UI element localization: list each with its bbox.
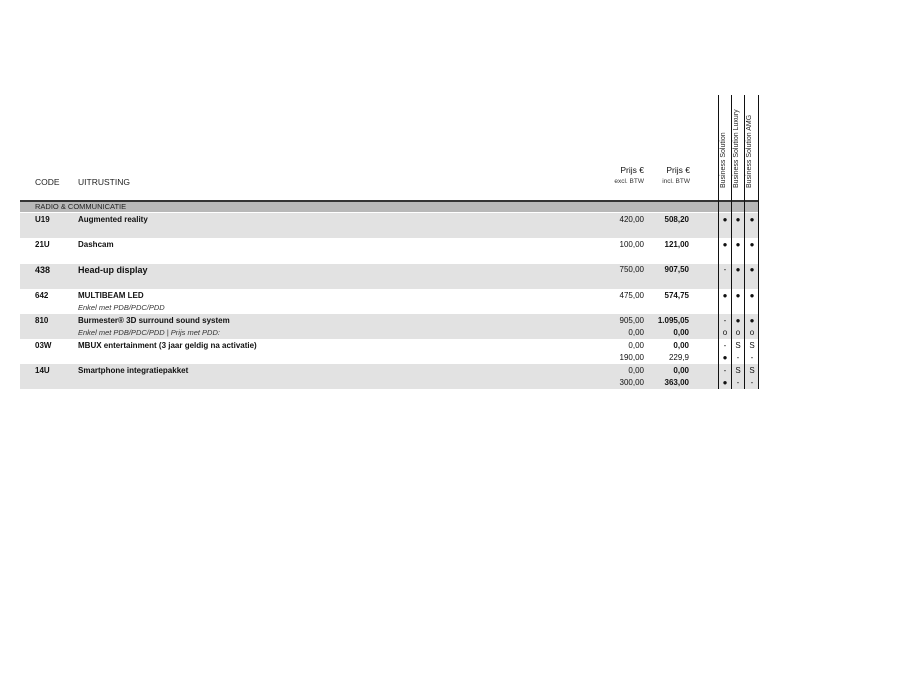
- row-mark: ●: [749, 316, 755, 325]
- column-header-business-solution: Business Solution: [720, 132, 727, 188]
- row-mark: ●: [749, 240, 755, 249]
- row-name: Head-up display: [78, 265, 148, 275]
- row-price-incl: 0,00: [673, 341, 689, 350]
- row-price-incl: 121,00: [664, 240, 689, 249]
- row-price-incl-alt: 0,00: [673, 328, 689, 337]
- row-price-excl: 905,00: [619, 316, 644, 325]
- row-mark: o: [722, 328, 728, 337]
- row-code: 810: [35, 316, 49, 325]
- row-mark: ●: [749, 265, 755, 274]
- row-mark: -: [723, 341, 727, 350]
- row-code: 642: [35, 291, 49, 300]
- row-mark: -: [736, 378, 740, 387]
- row-note: Enkel met PDB/PDC/PDD: [78, 303, 165, 312]
- row-mark: ●: [749, 215, 755, 224]
- row-mark: ●: [722, 215, 728, 224]
- section-band: [20, 202, 759, 212]
- row-price-excl: 420,00: [619, 215, 644, 224]
- row-name: Dashcam: [78, 240, 114, 249]
- row-mark: o: [735, 328, 741, 337]
- row-code: U19: [35, 215, 50, 224]
- row-price-excl-alt: 0,00: [628, 328, 644, 337]
- code-header: CODE: [35, 177, 60, 187]
- row-mark: -: [723, 366, 727, 375]
- price-incl-subheader: incl. BTW: [662, 178, 690, 185]
- row-price-incl: 508,20: [664, 215, 689, 224]
- row-mark: ●: [749, 291, 755, 300]
- row-code: 21U: [35, 240, 50, 249]
- row-mark: ●: [722, 353, 728, 362]
- row-name: MULTIBEAM LED: [78, 291, 144, 300]
- row-price-incl-alt: 363,00: [664, 378, 689, 387]
- section-title: RADIO & COMMUNICATIE: [35, 202, 127, 211]
- row-mark: S: [749, 341, 755, 350]
- row-mark: -: [723, 316, 727, 325]
- row-mark: ●: [735, 291, 741, 300]
- price-incl-header: Prijs €: [666, 165, 690, 175]
- row-name: MBUX entertainment (3 jaar geldig na activatie): [78, 341, 257, 350]
- row-mark: ●: [722, 291, 728, 300]
- row-mark: ●: [735, 316, 741, 325]
- row-mark: ●: [735, 240, 741, 249]
- row-price-excl: 0,00: [628, 341, 644, 350]
- row-code: 14U: [35, 366, 50, 375]
- row-price-incl: 1.095,05: [657, 316, 689, 325]
- row-name: Smartphone integratiepakket: [78, 366, 189, 375]
- row-price-incl: 0,00: [673, 366, 689, 375]
- column-header-business-solution-amg: Business Solution AMG: [746, 114, 753, 188]
- row-code: 03W: [35, 341, 52, 350]
- row-price-excl: 475,00: [619, 291, 644, 300]
- price-excl-header: Prijs €: [620, 165, 644, 175]
- row-name: Burmester® 3D surround sound system: [78, 316, 230, 325]
- row-mark: ●: [735, 215, 741, 224]
- row-mark: -: [723, 265, 727, 274]
- row-mark: ●: [735, 265, 741, 274]
- row-price-incl-alt: 229,9: [668, 353, 689, 362]
- equipment-header: UITRUSTING: [78, 177, 130, 187]
- row-name: Augmented reality: [78, 215, 148, 224]
- row-mark: S: [735, 341, 741, 350]
- row-price-incl: 574,75: [664, 291, 689, 300]
- row-mark: S: [735, 366, 741, 375]
- row-mark: S: [749, 366, 755, 375]
- price-excl-subheader: excl. BTW: [614, 178, 644, 185]
- row-price-excl: 750,00: [619, 265, 644, 274]
- row-price-incl: 907,50: [664, 265, 689, 274]
- row-mark: ●: [722, 240, 728, 249]
- row-mark: ●: [722, 378, 728, 387]
- row-mark: o: [749, 328, 755, 337]
- row-price-excl: 0,00: [628, 366, 644, 375]
- row-code: 438: [35, 265, 51, 275]
- row-mark: -: [736, 353, 740, 362]
- column-header-business-solution-luxury: Business Solution Luxury: [733, 109, 740, 188]
- row-mark: -: [750, 378, 754, 387]
- row-price-excl: 100,00: [619, 240, 644, 249]
- row-mark: -: [750, 353, 754, 362]
- row-note: Enkel met PDB/PDC/PDD | Prijs met PDD:: [78, 328, 220, 337]
- row-price-excl-alt: 300,00: [619, 378, 644, 387]
- row-price-excl-alt: 190,00: [619, 353, 644, 362]
